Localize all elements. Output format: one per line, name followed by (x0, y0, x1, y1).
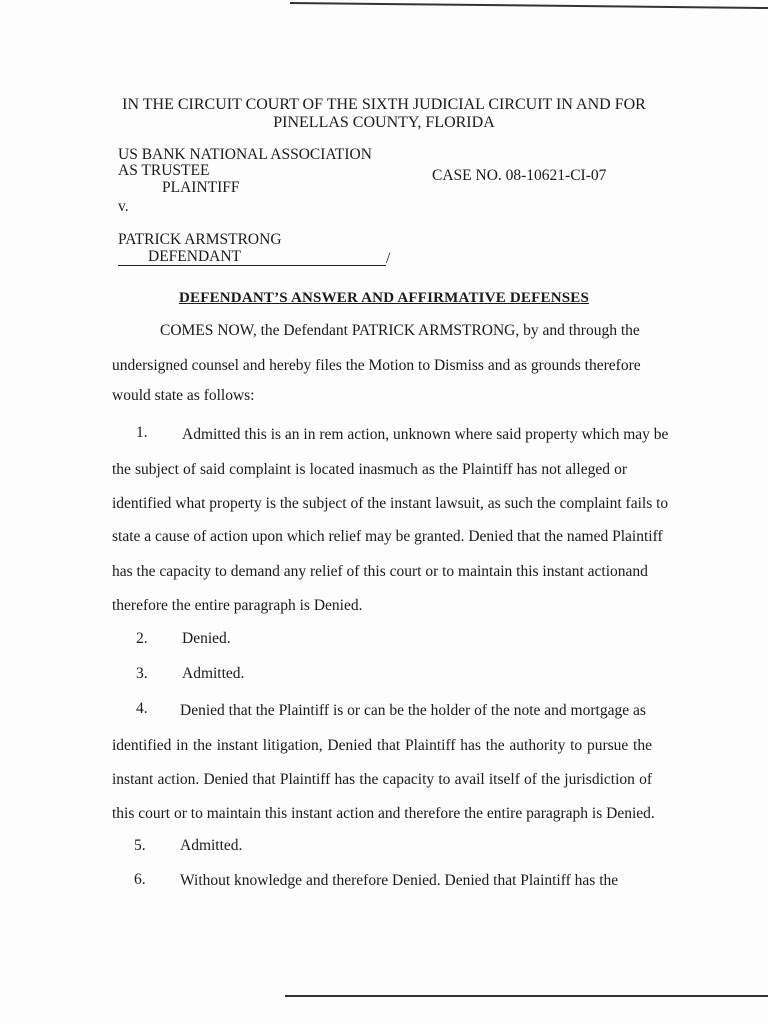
bottom-scan-rule (285, 995, 768, 997)
document-title: DEFENDANT’S ANSWER AND AFFIRMATIVE DEFENSES (178, 290, 590, 306)
intro-line3: would state as follows: (112, 387, 255, 404)
intro-line1: COMES NOW, the Defendant PATRICK ARMSTRONG, by and through the (160, 322, 640, 339)
paragraph-4-number: 4. (136, 700, 148, 717)
paragraph-6-number: 6. (134, 871, 146, 888)
paragraph-3-text: Admitted. (182, 665, 245, 682)
caption-underline (118, 265, 386, 266)
caption-slash: / (386, 250, 391, 267)
paragraph-1-line3: identified what property is the subject of the instant lawsuit, as such the complaint fails to (112, 495, 669, 512)
paragraph-6-text: Without knowledge and therefore Denied. Denied that Plaintiff has the (180, 872, 619, 889)
plaintiff-name-line1: US BANK NATIONAL ASSOCIATION (118, 146, 372, 163)
court-heading-line1: IN THE CIRCUIT COURT OF THE SIXTH JUDICIAL CIRCUIT IN AND FOR (122, 96, 646, 113)
paragraph-1-line2: the subject of said complaint is located inasmuch as the Plaintiff has not alleged or (112, 461, 627, 478)
paragraph-1-number: 1. (136, 424, 148, 441)
plaintiff-role: PLAINTIFF (162, 179, 240, 196)
paragraph-3-number: 3. (136, 665, 148, 682)
paragraph-4-line2: identified in the instant litigation, Denied that Plaintiff has the authority to pursue the (112, 737, 652, 754)
paragraph-5-number: 5. (134, 837, 146, 854)
defendant-role: DEFENDANT (148, 248, 241, 265)
paragraph-2-text: Denied. (182, 630, 231, 647)
plaintiff-name-line2: AS TRUSTEE (118, 162, 210, 179)
versus: v. (118, 198, 129, 215)
paragraph-1-line6: therefore the entire paragraph is Denied. (112, 597, 363, 614)
paragraph-1-line4: state a cause of action upon which relief may be granted. Denied that the named Plaintiff (112, 528, 663, 545)
paragraph-4-line1: Denied that the Plaintiff is or can be the holder of the note and mortgage as (180, 702, 646, 719)
paragraph-4-line4: this court or to maintain this instant action and therefore the entire paragraph is Denied. (112, 805, 655, 822)
paragraph-2-number: 2. (136, 630, 148, 647)
case-number: CASE NO. 08-10621-CI-07 (432, 167, 607, 184)
intro-line2: undersigned counsel and hereby files the Motion to Dismiss and as grounds therefore (112, 357, 641, 374)
paragraph-5-text: Admitted. (180, 837, 243, 854)
paragraph-4-line3: instant action. Denied that Plaintiff has the capacity to avail itself of the jurisdiction of (112, 771, 652, 788)
paragraph-1-line1: Admitted this is an in rem action, unknown where said property which may be (182, 426, 669, 443)
top-scan-rule (290, 2, 768, 9)
defendant-name: PATRICK ARMSTRONG (118, 231, 282, 248)
paragraph-1-line5: has the capacity to demand any relief of this court or to maintain this instant actionand (112, 563, 648, 580)
court-heading-line2: PINELLAS COUNTY, FLORIDA (273, 114, 495, 131)
